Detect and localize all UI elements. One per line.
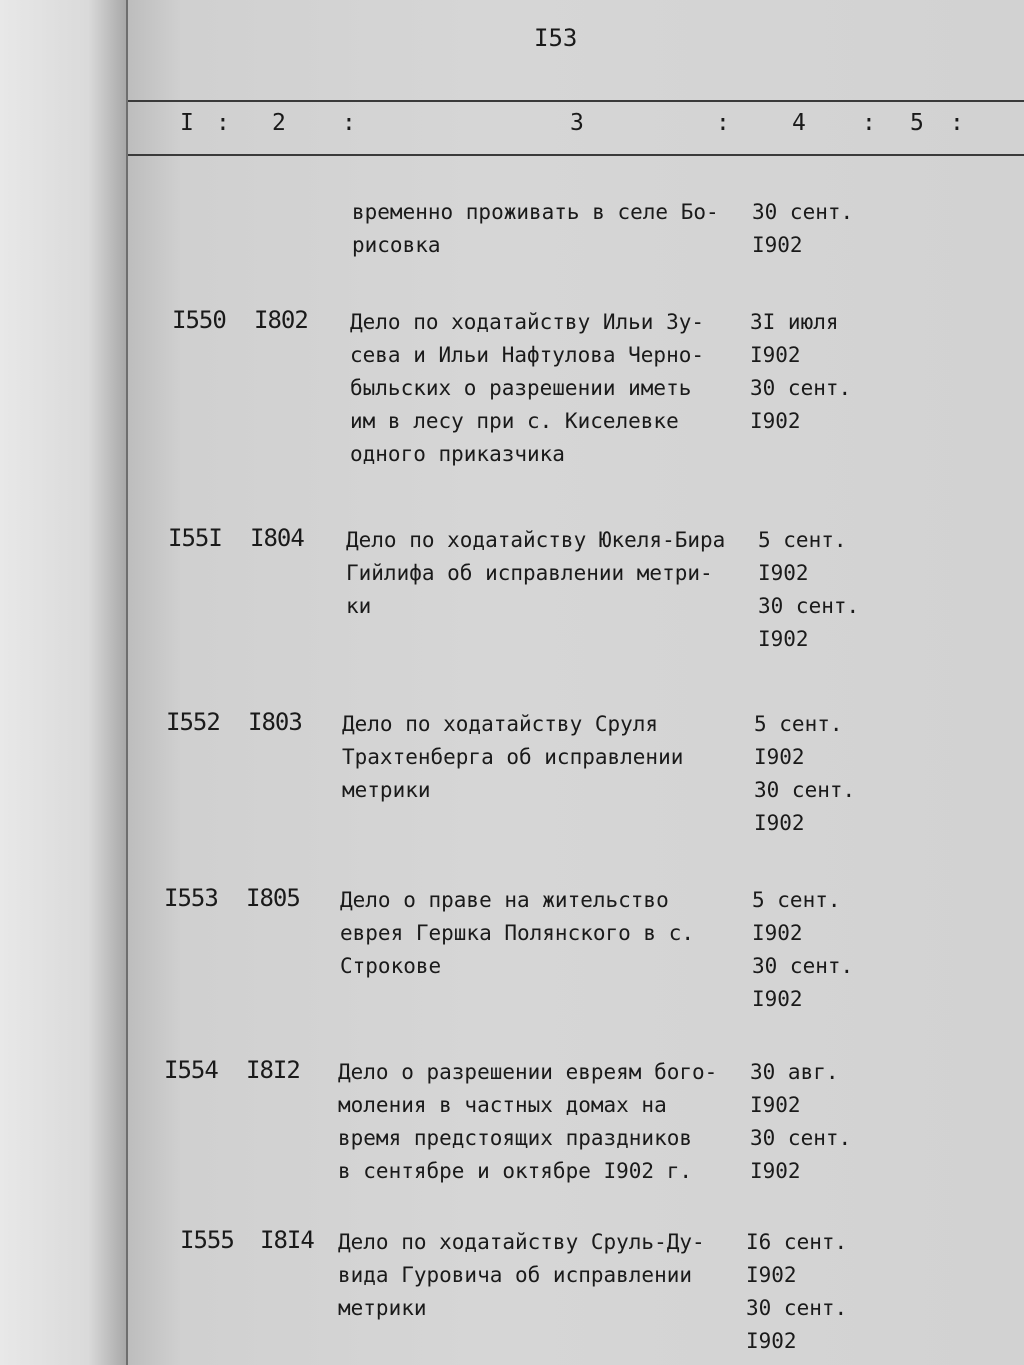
entry-number: I55I [168, 524, 222, 552]
column-header-5: 5 [910, 110, 924, 136]
header-rule-bottom [128, 154, 1024, 156]
entry-dates: 30 сент. I902 [752, 200, 854, 257]
entry-number: I555 [180, 1226, 234, 1254]
page-number: I53 [534, 24, 578, 52]
header-rule-top [128, 100, 1024, 102]
entry-fond-number: I8I2 [246, 1056, 300, 1084]
entry-dates: 3I июля I902 30 сент. I902 [750, 310, 852, 433]
entry-number: I552 [166, 708, 220, 736]
column-header-4: 4 [792, 110, 806, 136]
entry-fond-number: I805 [246, 884, 300, 912]
column-header-separator: : [950, 110, 964, 136]
column-header-1: I [180, 110, 194, 136]
column-header-separator: : [216, 110, 230, 136]
entry-description: временно проживать в селе Бо- рисовка [352, 200, 719, 257]
left-page-edge [0, 0, 128, 1365]
column-header-separator: : [342, 110, 356, 136]
entry-number: I554 [164, 1056, 218, 1084]
entry-dates: 5 сент. I902 30 сент. I902 [754, 712, 856, 835]
entry-number: I550 [172, 306, 226, 334]
entry-description: Дело о праве на жительство еврея Гершка Полянского в с. Строкове [340, 888, 695, 978]
entry-number: I553 [164, 884, 218, 912]
entry-description: Дело по ходатайству Юкеля-Бира Гийлифа об исправлении метри- ки [346, 528, 726, 618]
document-page [128, 0, 1024, 1365]
entry-description: Дело о разрешении евреям бого- моления в частных домах на время предстоящих праздников в сентябре и октябре I902 г. [338, 1060, 718, 1183]
entry-fond-number: I804 [250, 524, 304, 552]
entry-fond-number: I802 [254, 306, 308, 334]
column-header-separator: : [862, 110, 876, 136]
entry-description: Дело по ходатайству Сруля Трахтенберга об исправлении метрики [342, 712, 684, 802]
column-header-3: 3 [570, 110, 584, 136]
entry-dates: 30 авг. I902 30 сент. I902 [750, 1060, 852, 1183]
entry-fond-number: I803 [248, 708, 302, 736]
column-header-separator: : [716, 110, 730, 136]
entry-description: Дело по ходатайству Сруль-Ду- вида Гуровича об исправлении метрики [338, 1230, 705, 1320]
column-header-2: 2 [272, 110, 286, 136]
entry-dates: I6 сент. I902 30 сент. I902 [746, 1230, 848, 1353]
entry-dates: 5 сент. I902 30 сент. I902 [758, 528, 860, 651]
entry-fond-number: I8I4 [260, 1226, 314, 1254]
entry-description: Дело по ходатайству Ильи Зу- сева и Ильи Нафтулова Черно- быльских о разрешении иметь им в лесу при с. Киселевке одного приказчика [350, 310, 705, 466]
entry-dates: 5 сент. I902 30 сент. I902 [752, 888, 854, 1011]
